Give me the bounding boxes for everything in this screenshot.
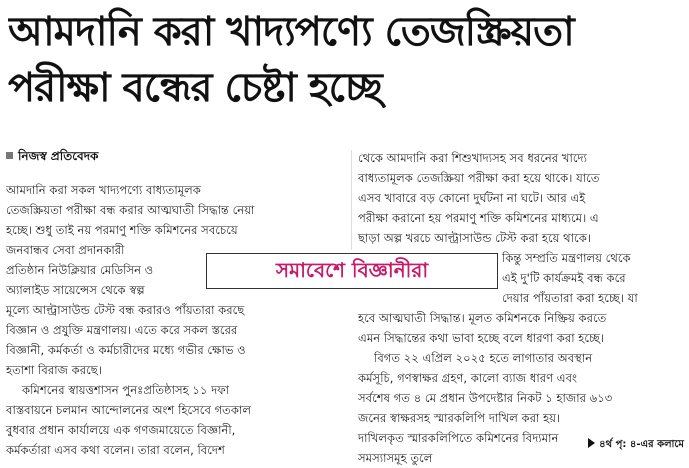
- right-line-15: সমস্যাসমূহ তুলে: [358, 451, 433, 465]
- right-line-14: দাখিলকৃত স্মারকলিপিতে কমিশনের বিদ্যমান: [358, 431, 559, 445]
- right-line-8: হবে আত্মঘাতী সিদ্ধান্ত। মূলত কমিশনকে নিষ্ক্রিয় করতে: [358, 311, 607, 325]
- right-line-10: বিগত ২২ এপ্রিল ২০২৫ হতে লাগাতার অবস্থান: [374, 351, 593, 365]
- right-line-11: কর্মসূচি, গণস্বাক্ষর গ্রহণ, কালো ব্যাজ ধারণ এবং: [358, 371, 578, 385]
- right-line-5: কিন্তু সম্প্রতি মন্ত্রণালয় থেকে: [502, 251, 631, 265]
- left-line-13: কর্মকর্তারা এসব কথা বলেন। তারা বলেন, বিদেশ: [6, 443, 225, 457]
- byline-text: নিজস্ব প্রতিবেদক: [18, 149, 99, 163]
- left-line-0: আমদানি করা সকল খাদ্যপণ্যে বাধ্যতামূলক: [6, 183, 201, 197]
- right-line-13: জনের স্বাক্ষরসহ স্মারকলিপি দাখিল করা হয়।: [358, 411, 561, 425]
- left-line-6: মূল্যে আল্ট্রাসাউন্ড টেস্ট বন্ধ করারও পাঁয়তারা করছে: [6, 303, 245, 317]
- left-line-8: বিজ্ঞানী, কর্মকর্তা ও কর্মচারীদের মধ্যে গভীর ক্ষোভ ও: [6, 343, 246, 357]
- continuation-note[interactable]: [556, 436, 684, 454]
- left-line-11: বাস্তবায়নে চলমান আন্দোলনের অংশ হিসেবে গতকাল: [6, 403, 251, 417]
- left-line-9: হতাশা বিরাজ করছে।: [6, 363, 102, 377]
- headline-line-2: পরীক্ষা বন্ধের চেষ্টা হচ্ছে: [8, 65, 382, 111]
- column-divider: [351, 150, 352, 250]
- left-line-7: বিজ্ঞান ও প্রযুক্তি মন্ত্রণালয়। এতে করে সকল স্তরের: [6, 323, 238, 337]
- headline-line-1: আমদানি করা খাদ্যপণ্যে তেজস্ক্রিয়তা: [8, 9, 574, 55]
- right-line-6: এই দু'টি কার্যক্রমই বন্ধ করে: [502, 271, 626, 285]
- right-line-4: ছাড়া অল্প খরচে আল্ট্রাসাউন্ড টেস্ট করা হয়ে থাকে।: [358, 231, 591, 245]
- headline: [8, 4, 683, 116]
- right-line-9: এমন সিদ্ধান্তের কথা ভাবা হচ্ছে বলে ধারণা করা হচ্ছে।: [358, 331, 605, 345]
- byline: [6, 148, 98, 168]
- left-line-5: অ্যালাইড সায়েন্সেস থেকে স্বল্প: [6, 283, 145, 297]
- right-line-3: পরীক্ষা করানো হয় পরমাণু শক্তি কমিশনের মাধ্যমে। এ: [358, 211, 599, 225]
- right-line-1: বাধ্যতামূলক তেজস্ক্রিয়া পরীক্ষা করা হয়ে থাকে। যাতে: [358, 171, 600, 185]
- left-line-3: জনবান্ধব সেবা প্রদানকারী: [6, 243, 125, 257]
- left-line-2: হচ্ছে। শুধু তাই নয় পরমাণু শক্তি কমিশনের সবচেয়ে: [6, 223, 238, 237]
- right-line-12: সর্বশেষ গত ৪ মে প্রধান উপদেষ্টার নিকট ১ হাজার ৬১৩: [358, 391, 613, 405]
- left-line-4: প্রতিষ্ঠান নিউক্লিয়ার মেডিসিন ও: [6, 263, 154, 277]
- subheading-box: সমাবেশে বিজ্ঞানীরা: [206, 253, 498, 289]
- left-line-1: তেজস্ক্রিয়তা পরীক্ষা বন্ধ করার আত্মঘাতী সিদ্ধান্ত নেয়া: [6, 203, 255, 217]
- right-line-0: থেকে আমদানি করা শিশুখাদ্যসহ সব ধরনের খাদ্যে: [358, 151, 587, 165]
- right-line-2: এসব খাবারে বড় কোনো দুর্ঘটনা না ঘটে। আর এই: [358, 191, 586, 205]
- right-line-7: দেয়ার পাঁয়তারা করা হচ্ছে। যা: [502, 291, 638, 305]
- left-line-10: কমিশনের স্বায়ত্তশাসন পুনঃপ্রতিষ্ঠাসহ ১১ দফা: [22, 383, 230, 397]
- byline-bullet-icon: [6, 152, 13, 159]
- left-line-12: বুধবার প্রধান কার্যালয়ে এক গণজমায়েতে বিজ্ঞানী,: [6, 423, 236, 437]
- continuation-text: ৪র্থ পৃ: ৪-এর কলামে: [599, 439, 684, 450]
- arrow-right-icon: [588, 438, 595, 448]
